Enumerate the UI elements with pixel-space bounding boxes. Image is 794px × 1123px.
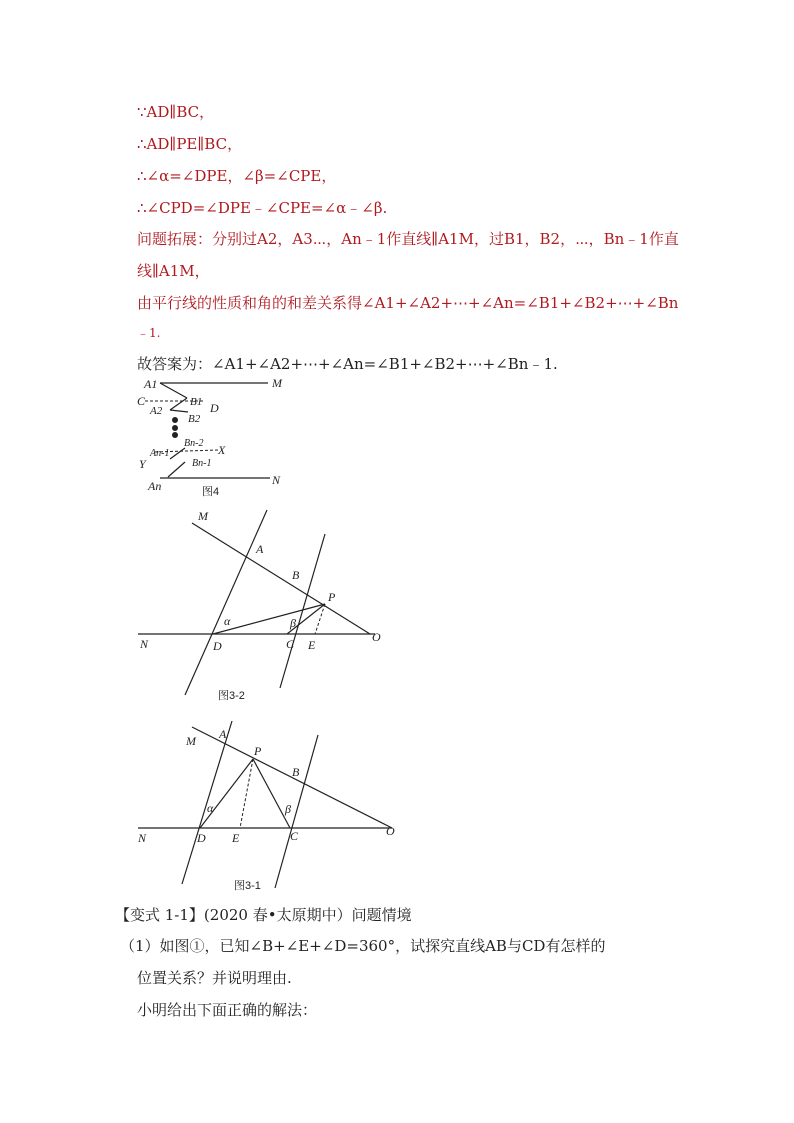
fig4-label-C: C — [137, 394, 146, 408]
solution-line-5: 问题拓展：分别过A2，A3⋯，An﹣1作直线∥A1M，过B1，B2，⋯，Bn﹣1作直 — [137, 230, 679, 248]
fig31-label-N: N — [138, 831, 147, 845]
fig4-label-N: N — [272, 473, 281, 487]
question-1-line-3: 小明给出下面正确的解法： — [137, 1001, 318, 1019]
fig31-label-D: D — [197, 831, 206, 845]
solution-line-3: ∴∠α=∠DPE，∠β=∠CPE， — [137, 167, 337, 185]
question-header: 【变式 1-1】(2020 春•太原期中）问题情境 — [115, 906, 412, 924]
fig32-label-C: C — [286, 637, 295, 651]
fig31-label-P: P — [254, 744, 262, 758]
fig32-label-O: O — [372, 630, 381, 644]
solution-line-2: ∴AD∥PE∥BC， — [137, 135, 243, 153]
fig4-label-A2: A2 — [150, 405, 163, 417]
fig32-label-B: B — [292, 568, 300, 582]
solution-line-9: 故答案为：∠A1+∠A2+⋯+∠An=∠B1+∠B2+⋯+∠Bn﹣1. — [137, 355, 558, 373]
fig4-caption: 图4 — [202, 486, 220, 498]
fig32-label-A: A — [256, 542, 264, 556]
fig4-label-D: D — [210, 401, 219, 415]
figure-4 — [130, 372, 300, 500]
question-1-line-2: 位置关系？并说明理由. — [137, 969, 292, 987]
fig31-label-E: E — [232, 831, 240, 845]
fig4-label-B1: B1 — [190, 396, 203, 408]
question-1-line-1: （1）如图①，已知∠B+∠E+∠D=360°，试探究直线AB与CD有怎样的 — [120, 937, 606, 955]
solution-line-7: 由平行线的性质和角的和差关系得∠A1+∠A2+⋯+∠An=∠B1+∠B2+⋯+∠Bn — [137, 294, 679, 312]
fig32-label-alpha: α — [224, 614, 231, 628]
fig4-label-An1: An-1 — [150, 448, 170, 459]
fig32-label-N: N — [140, 637, 149, 651]
fig4-label-X: X — [218, 443, 226, 457]
fig4-label-A1: A1 — [144, 377, 158, 391]
solution-line-4: ∴∠CPD=∠DPE﹣∠CPE=∠α﹣∠β. — [137, 199, 388, 217]
solution-line-1: ∵AD∥BC， — [137, 103, 215, 121]
fig32-label-beta: β — [290, 616, 296, 630]
fig31-label-A: A — [219, 727, 227, 741]
figure-3-1 — [130, 718, 410, 898]
fig31-label-C: C — [290, 829, 299, 843]
fig31-label-alpha: α — [207, 801, 214, 815]
fig32-label-M: M — [198, 509, 208, 523]
fig31-caption: 图3-1 — [234, 880, 261, 892]
fig32-label-P: P — [328, 590, 336, 604]
fig31-label-beta: β — [285, 802, 291, 816]
fig4-label-M: M — [272, 376, 282, 390]
fig31-label-B: B — [292, 765, 300, 779]
solution-line-6: 线∥A1M， — [137, 262, 210, 280]
fig31-label-O: O — [386, 824, 395, 838]
fig32-label-E: E — [308, 638, 316, 652]
fig31-label-M: M — [186, 734, 196, 748]
fig32-caption: 图3-2 — [218, 690, 245, 702]
fig4-label-Y: Y — [139, 457, 146, 471]
fig4-label-Bn1: Bn-1 — [192, 458, 212, 469]
solution-line-8: ﹣1. — [137, 326, 161, 340]
fig4-label-B2: B2 — [188, 413, 201, 425]
figure-3-2 — [130, 503, 390, 708]
fig32-label-D: D — [213, 639, 222, 653]
fig4-label-Bn2: Bn-2 — [184, 438, 204, 449]
fig4-label-An: An — [148, 479, 162, 493]
